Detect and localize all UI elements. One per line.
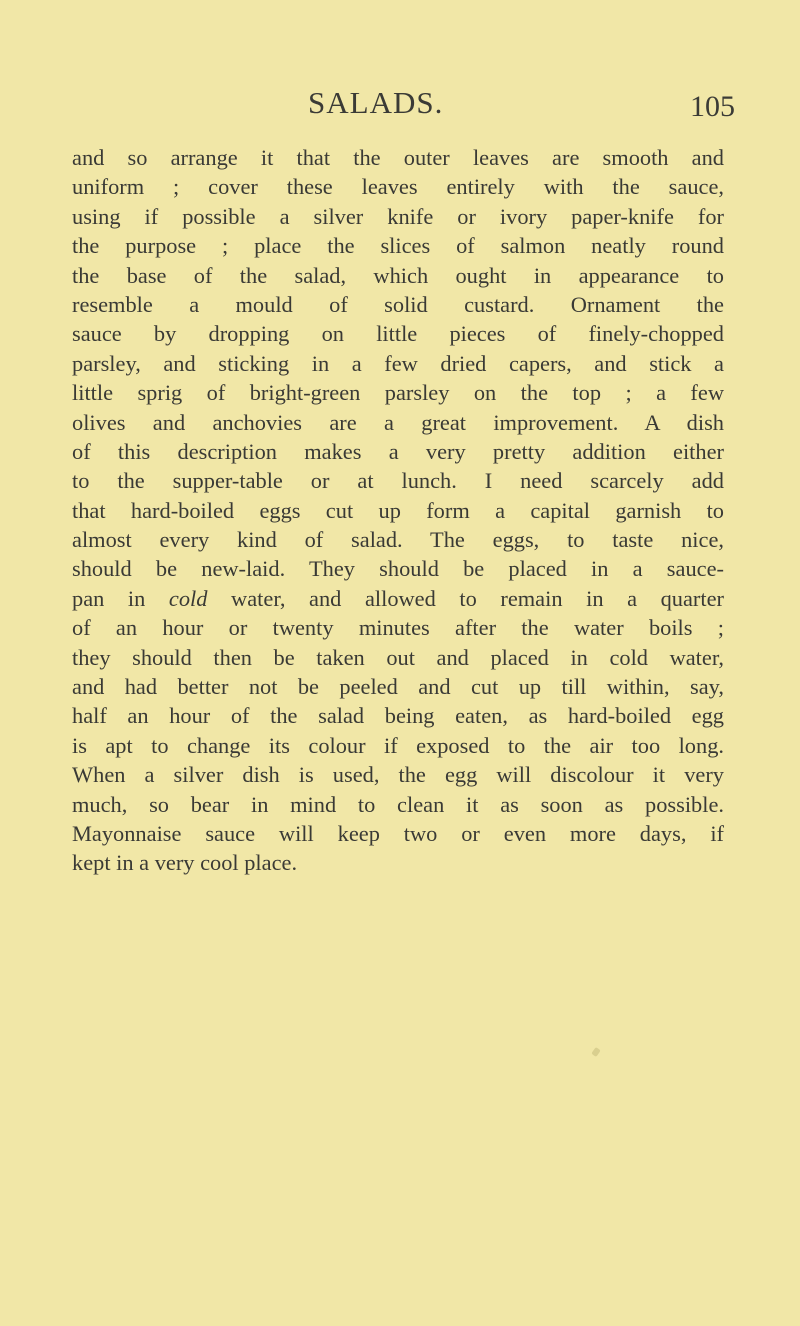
text-line: olives and anchovies are a great improvement. A dish — [72, 409, 724, 435]
text-line: they should then be taken out and placed in cold water, — [72, 644, 724, 670]
text-line: and had better not be peeled and cut up till within, say, — [72, 674, 724, 700]
text-line: is apt to change its colour if exposed to the air too long. — [72, 732, 724, 758]
text-line: to the supper-table or at lunch. I need scarcely add — [72, 468, 724, 494]
text-line: half an hour of the salad being eaten, as hard-boiled egg — [72, 703, 724, 729]
paper-speck — [591, 1047, 601, 1057]
italic-word: cold — [168, 585, 208, 611]
text-line: and so arrange it that the outer leaves are smooth and — [72, 145, 724, 170]
text-line: the base of the salad, which ought in appearance to — [72, 262, 724, 288]
text-line: resemble a mould of solid custard. Ornament the — [72, 291, 724, 317]
text-line: little sprig of bright-green parsley on the top ; a few — [72, 380, 724, 406]
text-line-with-italic — [72, 584, 724, 613]
body-text — [72, 143, 724, 878]
page-number: 105 — [690, 90, 735, 123]
text-line: much, so bear in mind to clean it as soon as possible. — [72, 791, 724, 817]
text-line: of an hour or twenty minutes after the water boils ; — [72, 615, 724, 641]
text-line: uniform ; cover these leaves entirely with the sauce, — [72, 174, 724, 200]
line-segment: water, and allowed to remain in a quarter — [231, 585, 724, 611]
text-line: sauce by dropping on little pieces of finely-chopped — [72, 321, 724, 347]
text-line: the purpose ; place the slices of salmon neatly round — [72, 233, 724, 259]
text-line: Mayonnaise sauce will keep two or even more days, if — [72, 820, 724, 846]
text-line: When a silver dish is used, the egg will discolour it very — [72, 762, 724, 788]
text-line: of this description makes a very pretty addition either — [72, 438, 724, 464]
running-head — [0, 82, 800, 122]
text-line: using if possible a silver knife or ivory paper-knife for — [72, 203, 724, 229]
line-segment: pan in — [72, 585, 146, 611]
text-line: that hard-boiled eggs cut up form a capital garnish to — [72, 497, 724, 523]
text-line: kept in a very cool place. — [72, 850, 298, 876]
chapter-title: SALADS. — [308, 85, 444, 120]
text-line: should be new-laid. They should be placed in a sauce- — [72, 556, 724, 582]
text-line: parsley, and sticking in a few dried capers, and stick a — [72, 350, 724, 376]
text-line: almost every kind of salad. The eggs, to taste nice, — [72, 527, 724, 553]
